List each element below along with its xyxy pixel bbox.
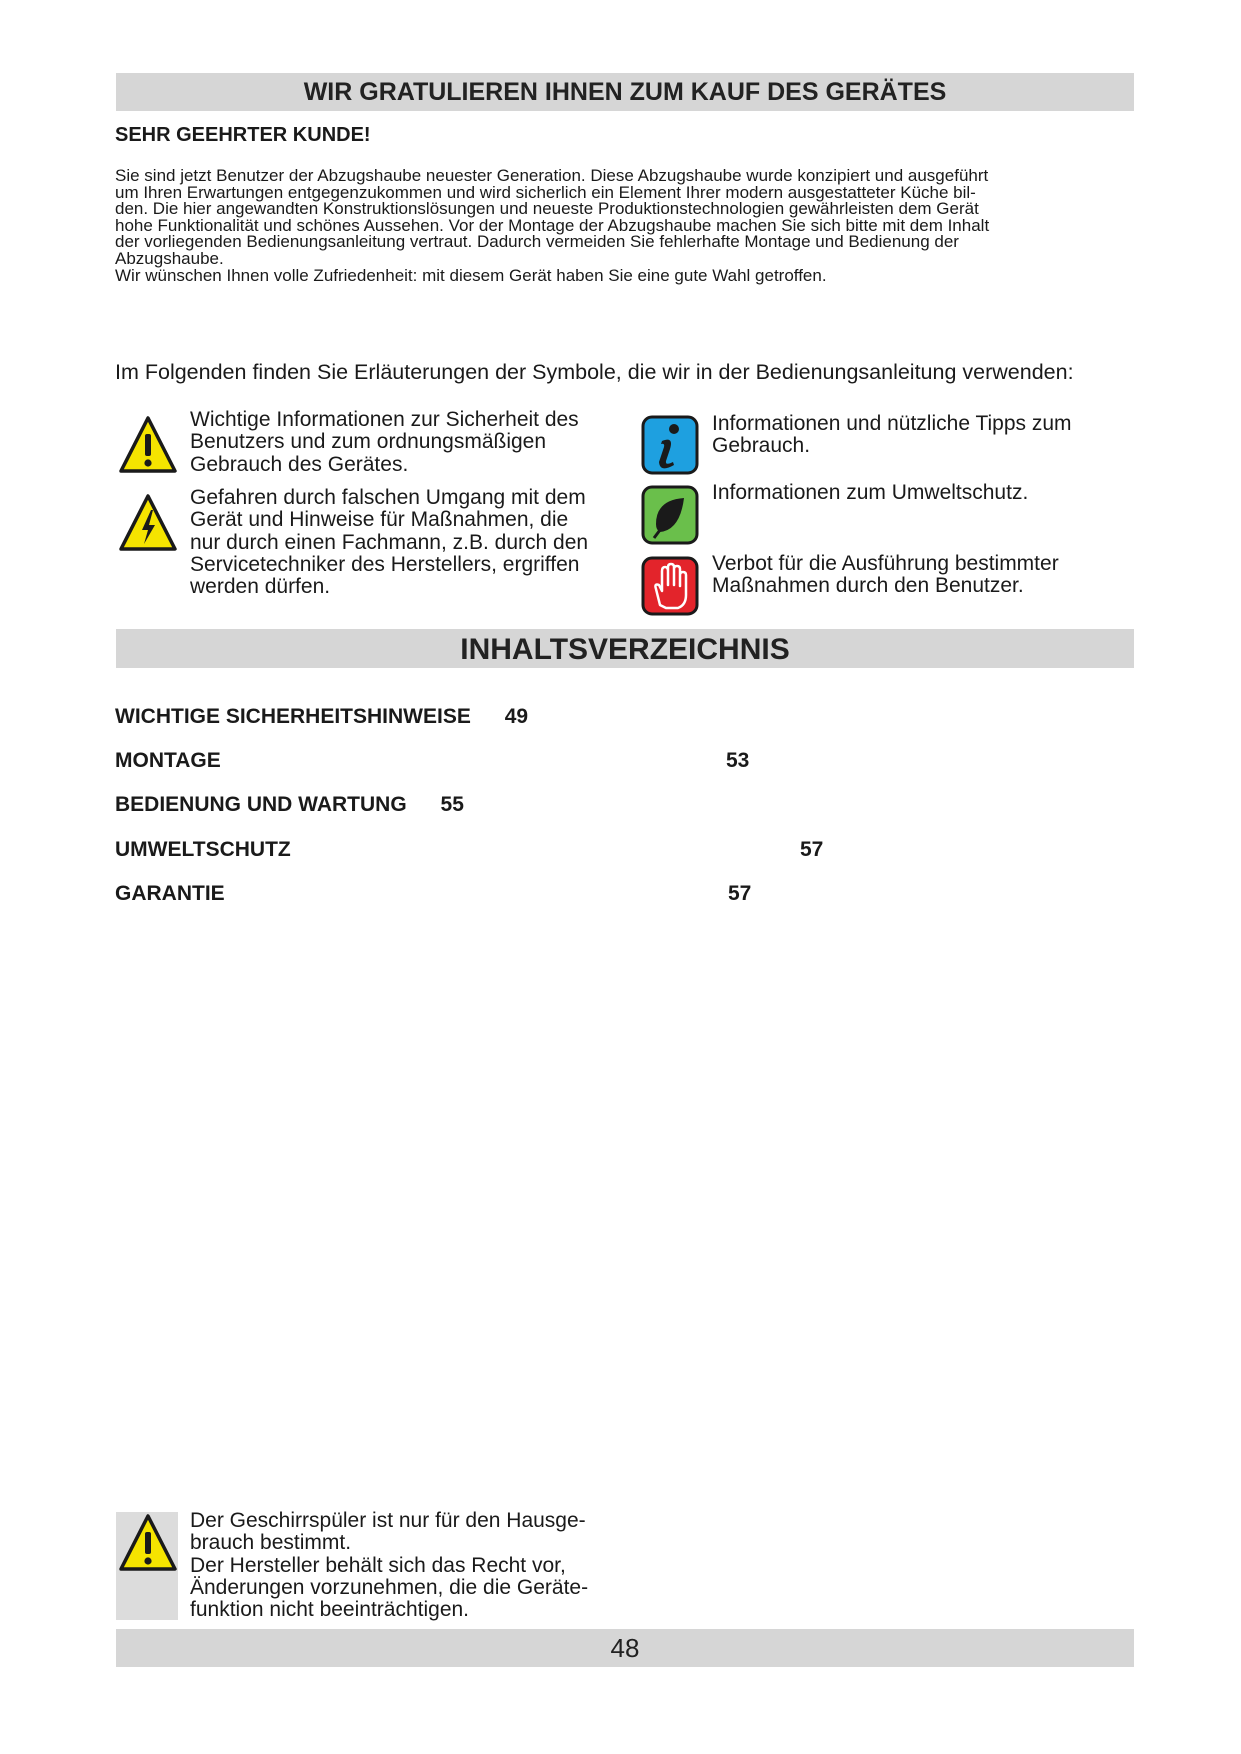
- leaf-icon: [640, 484, 700, 546]
- text-line: Der Geschirrspüler ist nur für den Hausge-: [190, 1509, 586, 1532]
- toc-entry-page: 53: [726, 749, 750, 772]
- text-line: Wichtige Informationen zur Sicherheit des: [190, 408, 579, 431]
- info-icon: [640, 414, 700, 476]
- toc-entry-label: GARANTIE: [115, 882, 225, 905]
- text-line: Gerät und Hinweise für Maßnahmen, die: [190, 508, 569, 532]
- text-line: Der Hersteller behält sich das Recht vor,: [190, 1553, 566, 1577]
- toc-entry-label: MONTAGE: [115, 749, 221, 772]
- intro-text: [115, 168, 1135, 284]
- greeting: SEHR GEEHRTER KUNDE!: [115, 124, 371, 146]
- symbol-info-description: [712, 413, 1072, 458]
- header-title: WIR GRATULIEREN IHNEN ZUM KAUF DES GERÄTES: [116, 73, 1134, 111]
- text-line: Benutzers und zum ordnungsmäßigen: [190, 430, 547, 454]
- toc-title: INHALTSVERZEICHNIS: [116, 629, 1134, 668]
- text-line: werden dürfen.: [190, 575, 331, 599]
- toc-entry-label: BEDIENUNG UND WARTUNG: [115, 793, 407, 816]
- toc-entry-montage[interactable]: [115, 749, 221, 773]
- text-line: funktion nicht beeinträchtigen.: [190, 1598, 470, 1622]
- note-icon-box: [116, 1512, 178, 1620]
- symbol-electric-description: [190, 487, 588, 598]
- toc-entry-umweltschutz[interactable]: [115, 838, 291, 862]
- intro-line: hohe Funktionalität und schönes Aussehen. Vor der Montage der Abzugshaube machen Sie sich bitte mit dem Inhalt: [115, 215, 990, 235]
- toc-entry-page: 55: [440, 793, 464, 816]
- legend-lead: Im Folgenden finden Sie Erläuterungen der Symbole, die wir in der Bedienungsanleitung verwenden:: [115, 360, 1074, 384]
- toc-entry-label: UMWELTSCHUTZ: [115, 838, 291, 861]
- intro-line: Abzugshaube.: [115, 248, 224, 268]
- text-line: Gefahren durch falschen Umgang mit dem: [190, 486, 586, 509]
- toc-entry-garantie[interactable]: [115, 882, 225, 906]
- toc-entry-label: WICHTIGE SICHERHEITSHINWEISE: [115, 705, 471, 728]
- symbol-warning-description: [190, 409, 579, 476]
- intro-line: Wir wünschen Ihnen volle Zufriedenheit: mit diesem Gerät haben Sie eine gute Wahl getroffen.: [115, 265, 827, 285]
- warning-triangle-icon: [117, 1512, 179, 1574]
- toc-entry-page: 57: [728, 882, 752, 905]
- intro-line: um Ihren Erwartungen entgegenzukommen und wird sicherlich ein Element Ihrer modern ausgestatteter Küche bil-: [115, 182, 976, 202]
- text-line: Maßnahmen durch den Benutzer.: [712, 574, 1024, 598]
- toc-entry-bedienung[interactable]: [115, 793, 464, 817]
- intro-line: den. Die hier angewandten Konstruktionslösungen und neueste Produktionstechnologien gewährleisten dem Gerät: [115, 199, 979, 219]
- intro-line: Sie sind jetzt Benutzer der Abzugshaube neuester Generation. Diese Abzugshaube wurde konzipiert und ausgeführt: [115, 166, 989, 185]
- intro-line: der vorliegenden Bedienungsanleitung vertraut. Dadurch vermeiden Sie fehlerhafte Montage und Bedienung der: [115, 232, 959, 252]
- electric-hazard-icon: [118, 492, 178, 554]
- text-line: brauch bestimmt.: [190, 1531, 352, 1555]
- symbol-leaf-description: [712, 482, 1028, 504]
- text-line: Gebrauch.: [712, 434, 811, 458]
- note-text: [190, 1510, 588, 1621]
- toc-entry-page: 57: [800, 838, 824, 861]
- warning-triangle-icon: [118, 414, 178, 476]
- text-line: Informationen und nützliche Tipps zum: [712, 412, 1072, 435]
- text-line: Gebrauch des Gerätes.: [190, 452, 409, 476]
- text-line: Informationen zum Umweltschutz.: [712, 481, 1029, 504]
- stop-hand-icon: [640, 555, 700, 617]
- text-line: Verbot für die Ausführung bestimmter: [712, 552, 1059, 575]
- text-line: nur durch einen Fachmann, z.B. durch den: [190, 530, 589, 554]
- text-line: Änderungen vorzunehmen, die die Geräte-: [190, 1575, 589, 1599]
- text-line: Servicetechniker des Herstellers, ergriffen: [190, 552, 580, 576]
- toc-entry-page: 49: [504, 705, 529, 728]
- page-number: 48: [116, 1629, 1134, 1667]
- toc-entry-sicherheitshinweise[interactable]: [115, 705, 528, 729]
- symbol-stop-description: [712, 553, 1059, 598]
